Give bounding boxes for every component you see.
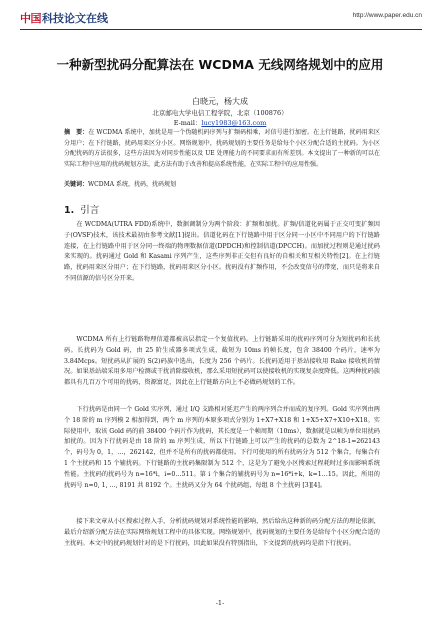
- logo-text-sci-tech-paper: 科技论文在线: [42, 12, 108, 25]
- page-number: -1-: [215, 599, 225, 607]
- paper-authors: 白晓元，杨大成: [192, 97, 248, 106]
- section-heading-introduction: [64, 202, 99, 216]
- site-logo[interactable]: [20, 10, 108, 26]
- abstract: [64, 128, 380, 170]
- keywords: [64, 180, 380, 190]
- paper-email-line: [40, 118, 400, 127]
- paper-affiliation: 北京邮电大学电信工程学院，北京（100876）: [152, 109, 288, 117]
- logo-text-china: 中国: [20, 12, 41, 25]
- site-url[interactable]: http://www.paper.edu.cn: [352, 12, 422, 19]
- paragraph-2: WCDMA 所有上行链路物理信道都被高层指定一个复值扰码。上行链路采用的扰码序列可分为短扰码和长扰码。长扰码为 Gold 码，由 25 阶生成器多项式生成，截短为 10ms 的帧长度，包含 38400 个码片，速率为 3.84Mcps。短扰码从扩展的 S(2)码族中选出，长度为 256 个码片。长扰码适用于基站接收用 Rake 接收机的情况。如果基站端采用多用户检测或干扰消除接收机，那么采用短扰码可以使接收机的实现复杂度降低。这两种扰码族都具有几百万个可用的扰码，资源富足，因此在上行链路方向上不必做码规划的工作。: [64, 336, 380, 387]
- abstract-label: 摘 要：: [64, 129, 89, 136]
- site-header: [20, 10, 422, 28]
- keywords-label: 关键词：: [64, 181, 89, 188]
- section-title: 引言: [80, 205, 100, 216]
- keywords-text: WCDMA 系统，扰码，扰码规划: [88, 181, 176, 188]
- paragraph-4: 接下来文章从小区搜索过程入手，分析扰码规划对系统性能的影响，然后给出这种新的码分配方法的理论依据，最后介绍新分配方法在实际网络规划工程中的具体实现。网络规划中，扰码规划的主要任务是给每个小区分配合适的主扰码。本文中的扰码规划针对的是下行扰码，因此如果没有特别指出，下文提到的扰码均是指下行扰码。: [64, 518, 380, 547]
- paper-title: 一种新型扰码分配算法在 WCDMA 无线网络规划中的应用: [56, 57, 384, 72]
- abstract-text: 在 WCDMA 系统中，加扰是用一个伪随机码序列与扩频码相乘，对信号进行加密。在上行链路，扰码用来区分用户；在下行链路，扰码用来区分小区。网络规划中，扰码规划的主要任务是给每个小区分配合适的主扰码。为小区分配扰码的方法很多，这些方法因为对同步性能以及 UE 处理能力的不同要求而有所差别。本文提出了一种新的可以在实际工程中应用的扰码规划方法，此方法有助于改善和提高系统性能，在实际工程中的应用性强。: [64, 129, 380, 168]
- header-divider: [20, 29, 422, 30]
- paragraph-1: 在 WCDMA(UTRA FDD)系统中，数据调制分为两个阶段：扩频和加扰。扩频/信道化码属于正交可变扩频因子(OVSF)技术，该技术最初由参考文献[1]提出。信道化码在下行链路中用于区分同一小区中不同用户的下行链路连接，在上行链路中用于区分同一终端的物理数据信道(DPDCH)和控制信道(DPCCH)。而加扰过程则是通过扰码来实现的。扰码通过 Gold 和 Kasami 序列产生，这些序列非正交但有良好的自相关和互相关特性[2]。在上行链路，扰码用来区分用户；在下行链路，扰码用来区分小区。扰码没有扩频作用，不会改变信号的带宽，而只是将来自不同信源的信号区分开来。: [64, 221, 380, 282]
- email-label: E-mail：: [173, 119, 202, 127]
- section-number: 1.: [64, 205, 75, 216]
- email-link[interactable]: lucy1983@163.com: [201, 119, 267, 127]
- paragraph-3: 下行扰码是由同一个 Gold 实序列，通过 I/Q 支路相对延迟产生的两序列合并而成的复序列。Gold 实序列由两个 18 阶的 m 序列模 2 相加得到，两个 m 序列的本原多项式分别为 1+X7+X18 和 1+X5+X7+X10+X18。实际使用中，取该 Gold 码的前 38400 个码片作为扰码，其长度是一个帧周期（10ms），数据就是以帧为单位用扰码加扰的。因为下行扰码是由 18 阶的 m 序列生成，所以下行链路上可以产生的扰码的总数为 2^18-1=262143 个，码号为 0，1，…，262142，但并不是所有的扰码都使用。下行可使用的所有扰码分为 512 个集合，每集合有 1 个主扰码和 15 个辅扰码。下行链路的主扰码集限制为 512 个，这是为了避免小区搜索过程耗时过多而影响系统性能。主扰码的扰码号为 n=16*i，i=0…511。第 i 个集合的辅扰码号为 n=16*i+k，k=1…15。因此，所用的扰码号 n=0, 1, …, 8191 共 8192 个。主扰码又分为 64 个扰码组，每组 8 个主扰码 [3][4]。: [64, 406, 380, 489]
